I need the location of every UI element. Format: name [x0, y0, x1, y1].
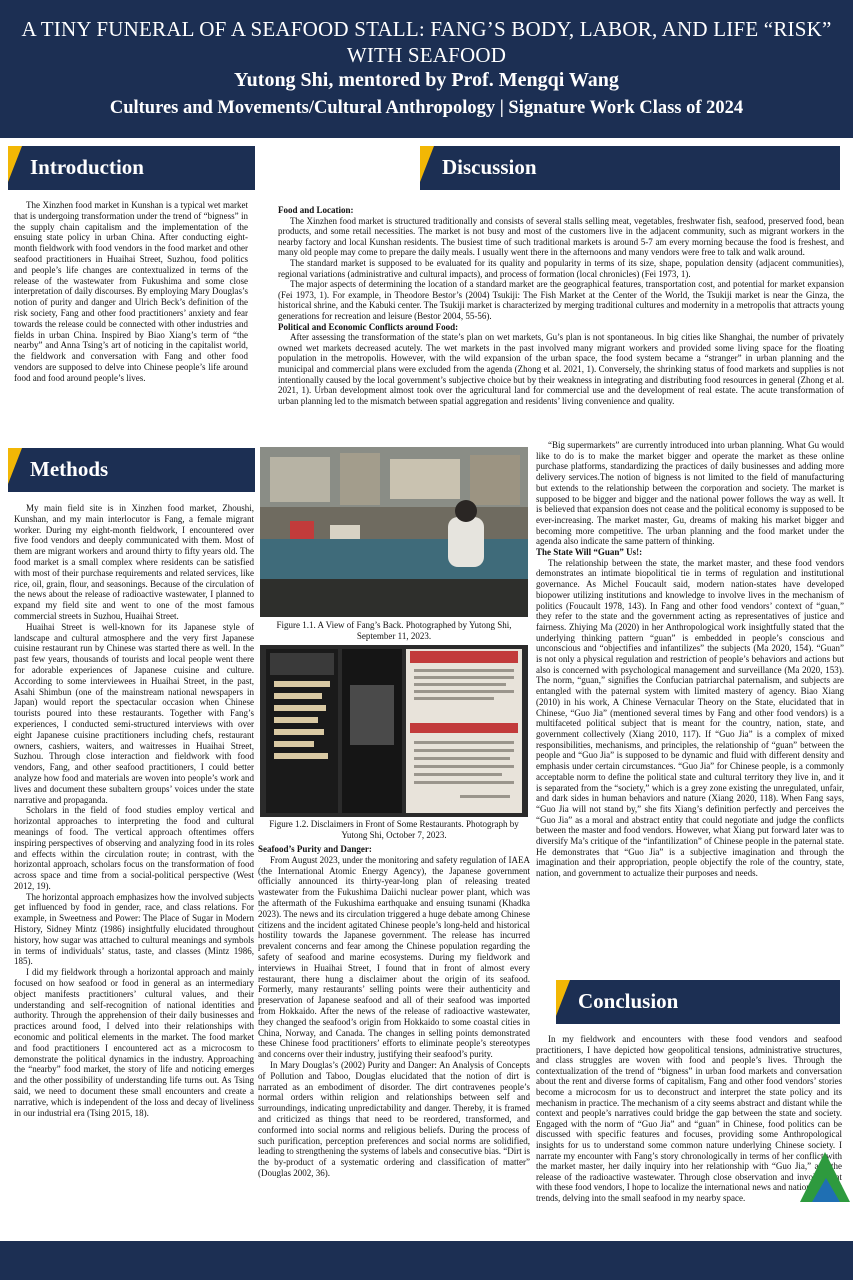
figure-disclaimers-photo	[260, 645, 528, 817]
section-tab-icon	[8, 448, 22, 484]
food-location-heading: Food and Location:	[278, 205, 354, 215]
purity-heading: Seafood’s Purity and Danger:	[258, 844, 372, 854]
discussion-middle-text	[258, 844, 530, 1230]
methods-paragraph: Scholars in the field of food studies employ vertical and horizontal approaches to interpreting the food and cultural meanings of food. The vertical approach oftentimes offers inspiring perspectives of observing and analyzing food in its roles and effects within the circulation route; in contrast, with the horizontal approach, scholars focus on the transformation of food across space and time from a social-political perspective (West 2012, 19).	[14, 805, 254, 891]
methods-heading: Methods	[30, 457, 109, 481]
section-tab-icon	[8, 146, 22, 182]
introduction-text	[14, 200, 248, 440]
introduction-paragraph: The Xinzhen food market in Kunshan is a typical wet market that is undergoing transformation under the trend of “bigness” in the supply chain capitalism and the implementation of the ensuing state policy in urban China. After conducting eight-month fieldwork with food vendors in the food market and other seafood practitioners in Huaihai Street, Suzhou, food politics and people’s life changes are contextualized in terms of the release of the wastewater from Fukushima and some close interpretation of daily discourses. By employing Mary Douglas’s notion of purity and danger and Ulrich Beck’s definition of the risk society, Fang and other food practitioners’ anxiety and fear towards the release could be connected with other industries and fields in urban China. Inspired by Biao Xiang’s term of “the nearby” and Anna Tsing’s art of noticing in the capitalist world, the fieldwork and conversation with Fang and other food vendors are supposed to delve into Chinese people’s life around food and food around people’s lives.	[14, 200, 248, 383]
conclusion-text	[536, 1034, 842, 1230]
discussion-heading-bar	[420, 146, 840, 190]
discussion-paragraph: From August 2023, under the monitoring and safety regulation of IAEA (the International Atomic Energy Agency), the Japanese government officially announced its thirty-year-long plan of releasing treated wastewater from the Fukushima Daiichi nuclear power plant, which was the aftermath of the Fukushima earthquake and ensuing tsunami (Khadka 2023). The news and its circulation triggered a huge debate among Chinese citizens and the incident agitated Chinese people’s long-held and historical hostility towards the Japanese government. The release has incurred prevalent concerns and fear among the Chinese population regarding the safety of seafood and marine ecosystems. During my fieldwork and interviews in Huaihai Street, I found that in front of almost every restaurant, there hung a disclaimer about the origin of its seafood. Formerly, many restaurants’ selling points were their authenticity and preservation of Japanese seafood and all of their seafood was imported from Hokkaido. After the news of the release of radioactive wastewater, they changed the seafood’s origin from Hokkaido to some coastal cities in China, Norway, and Canada. The changes in selling points demonstrated these Chinese food practitioners’ efforts to eliminate people’s stereotypes and concerns over their industry, justifying their seafood’s purity.	[258, 854, 530, 1060]
poster-title: A TINY FUNERAL OF A SEAFOOD STALL: FANG’S BODY, LABOR, AND LIFE “RISK” WITH SEAFOOD	[21, 17, 832, 67]
fang-back-photo-illustration	[260, 447, 528, 617]
discussion-paragraph: After assessing the transformation of the state’s plan on wet markets, Gu’s plan is not spontaneous. In big cities like Shanghai, the number of privately owned wet markets decreased acutely. The wet markets in the past involved many migrant workers and provided some living space for the floating population in the metropolis. However, with the wild expansion of the urban space, the food system became a “stranger” in urban planning and the municipal and commercial plans were excluded from the agenda (Zhong et al. 2021, 1). Conversely, the shrinking status of food markets and supplies is not intentionally caused by the local government’s subjective choice but by their weakness in integrating and distributing food resources in general (Zhong et al. 2021, 1). Urban development almost took over the agricultural land for commercial use and the development of real estate. The acute transformation of urban planning led to the mismatch between spatial aggregation and residents’ living convenience and quality.	[278, 332, 844, 406]
conclusion-paragraph: In my fieldwork and encounters with these food vendors and seafood practitioners, I have depicted how geopolitical tensions, administrative structures, and class struggles are woven with food and people’s lives. Through the contextualization of the trend of “bigness” in urban food markets and conversation about the rent and diverse forms of capitalism, Fang and other food vendors’ stories become a microcosm for us to deconstruct and interpret the state policy and its mechanism in practice. The mechanism of a city seems abstract and distant while the context and people’s narratives could bridge the gap between the state and society. Engaged with the norm of “Guo Jia” and “guan” in Chinese, food politics can be discussed with specific features and focuses, providing some Anthropological insights for us to understand some common nature underlying Chinese society. I narrate my encounter with Fang’s story chronologically in terms of her conflict with the market master, her daily inquiry into her relationship with “Guo Jia,” and the release of the radioactive wastewater. Through close observation and involvement with these food vendors, I hope to localize the international news and national policy trends, delving into the small seafood in my nearby space.	[536, 1034, 842, 1203]
disclaimers-photo-illustration	[260, 645, 528, 817]
discussion-paragraph: The standard market is supposed to be evaluated for its quality and popularity in terms of its size, shape, population density (adjacent communities), regional variations (administrative and cultural impacts), and process of formation (local chronicles) (Fei 1973, 1).	[278, 257, 844, 279]
methods-paragraph: I did my fieldwork through a horizontal approach and mainly focused on how seafood or food in general as an intermediary object manifests practitioners’ cultural values, and their understanding and self-recognition of national identities and authority. Through the apprehension of their daily businesses and practices around food, I delved into their relationships with economic and political elements in the market. The food market and food practitioners I encountered act as a microcosm to demonstrate the political dynamics in the industry. Approaching the “nearby” food market, the story of life and noticing emerges and the other possibility of understanding life turns out. As Tsing said, we need to document these small encounters and create a narrative, which is independent of the loss and decay of liveliness in our industrial era (Tsing 2015, 18).	[14, 967, 254, 1118]
methods-paragraph: Huaihai Street is well-known for its Japanese style of landscape and cultural atmosphere and the very first Japanese cuisine restaurant run by Chinese was started there as well. In the past few years, thousands of tourists and local people went there for adorable experiences of Japanese cuisine and culture. According to some interviewees in Huaihai Street, in the past, Asahi Shimbun (one of the mainstream national newspapers in Japan) would report the spectacular occasion when Chinese tourists poured into these restaurants. Together with Fang’s experiences, I conducted semi-structured interviews with over eight Japanese cuisine practitioners including chefs, restaurant owners, cashiers, waiters, and waitresses in Huaihai Street, Suzhou. Through close interaction and fieldwork with food vendors, Fang, and other seafood practitioners, I could better analyze how food and materials are woven into people’s work and lives and document these subaltern groups’ voices under the state narrative and propaganda.	[14, 621, 254, 805]
figure-disclaimers-caption: Figure 1.2. Disclaimers in Front of Some Restaurants. Photograph by Yutong Shi, October 7, 2023.	[269, 819, 519, 840]
discussion-paragraph: The Xinzhen food market is structured traditionally and consists of several stalls selling meat, vegetables, freshwater fish, seafood, preserved food, bean products, and some retail necessities. The market is not busy and most of the customers live in the adjacent community, such as migrant workers in the nearby factory and local Kunshan residents. The busiest time of such traditional markets is around 5-7 am every morning because the food is freshest, and many old people may come to prepare the daily meals. I usually went there in the afternoons and many vendors were free to talk and walk around.	[278, 215, 844, 258]
section-tab-icon	[556, 980, 570, 1016]
poster-header	[0, 0, 853, 138]
political-heading: Political and Economic Conflicts around Food:	[278, 321, 459, 332]
methods-paragraph: My main field site is in Xinzhen food market, Zhoushi, Kunshan, and my main interlocutor is Fang, a female migrant worker. During my eight-month fieldwork, I encountered over five food vendors and deeply communicated with them. Most of them are migrant workers and around thirty to fifty years old. The food market is a small complex where residents can be satisfied with most of their purchase requirements and related services, like rice, oil, grain, flour, and seasonings. Because of the circulation of the news about the release of radioactive wastewater, I planned to expand my field site and went to one of the most famous commercial streets in Suzhou, Huaihai Street.	[14, 503, 254, 621]
discussion-paragraph: The major aspects of determining the location of a standard market are the geographical features, transportation cost, and potential for market expansion (Fei 1973, 1). For example, in Theodore Bestor’s (2004) Tsukiji: The Fish Market at the Center of the World, the Tsukiji market is near the Ginza, the historical shrine, and the Kabuki center. The Tsukiji market is characterized by merging traditional cultures and modernity in a metropolis that attracts young generations for recreation and leisure (Bestor 2004, 55-56).	[278, 279, 844, 321]
poster-program: Cultures and Movements/Cultural Anthropology | Signature Work Class of 2024	[109, 98, 744, 118]
figure-fang-back-caption: Figure 1.1. A View of Fang’s Back. Photographed by Yutong Shi, September 11, 2023.	[276, 620, 512, 641]
figure-fang-back-photo	[260, 447, 528, 617]
guan-heading: The State Will “Guan” Us!:	[536, 547, 643, 558]
discussion-heading: Discussion	[442, 155, 537, 179]
logo-triangle-inner-icon	[812, 1178, 840, 1202]
conclusion-heading: Conclusion	[578, 989, 679, 1013]
discussion-paragraph: The relationship between the state, the market master, and these food vendors demonstrates an intimate biopolitical tie in terms of regulation and institutional governance. As Michel Foucault said, modern nation-states have developed biopower utilizing institutions and knowledge to involve lives in the mechanism of politics (Foucault 1978, 143). In Fang and other food vendors’ context of “guan,” they refer to the state and the government acting as representatives of justice and fairness. Zhiying Ma (2020) in her Anthropological work insightfully stated that the underlying thinking pattern “guan” is embedded in people’s conscious and unconscious and “objectifies and infantilizes” the subjects (Ma 2020, 154). “Guan” is not only a physical regulation and restriction of people’s behaviors and actions but also is concerned with psychological management and surveillance (Ma 2020, 153). The norm, “guan,” signifies the Confucian patriarchal paternalism, and subjects are entangled with the paternal system with limited mastery of agency. Biao Xiang (2010) in his work, A Chinese Vernacular Theory on the State, elucidated that in Chinese, “Guo Jia” (mentioned several times by Fang and other food vendors) is a multifaceted political subject that is meant for the country, nation, state, and government collectively (Xiang 2010, 117). If “Guo Jia” is a complex of mixed responsibilities, mechanisms, and principles, the relationship of “guan” between the people and “Guo Jia” is supposed to be dynamic and fluid with different density and emphasis under certain circumstances. “Guo Jia” for Chinese people, is a commonly acceptable norm to define the political state and cultural territory they live in, and it is separated from the “society,” which is a grey zone existing the unregulated, unfair, and dark sides in human behaviors and nature (Xiang 2020, 118). When Fang says, “Guo Jia will not stand by,” she fits Xiang’s definition perfectly and perceives the “Guo Jia” as a moral and abstract entity that could negotiate and judge the conflicts between the master and food vendors. However, what Xiang put forward later was to diversify Ma’s critique of the “infantilization” of Chinese people in the paternal state. He demonstrates that “Guo Jia” is a subjective imagination and through the imagination and their appropriation, people objectify the role of the country, state, nation, and government to actualize their purposes and needs.	[536, 557, 844, 879]
methods-paragraph: The horizontal approach emphasizes how the involved subjects get influenced by food in gender, race, and class relations. For example, in Sweetness and Power: The Place of Sugar in Modern History, Sidney Mintz (1986) insightfully elucidated throughout history, how sugar was attached to cultural meanings and symbols in terms of individuals’ status, taste, and classes (Mintz 1986, 185).	[14, 891, 254, 967]
discussion-paragraph: In Mary Douglas’s (2002) Purity and Danger: An Analysis of Concepts of Pollution and Taboo, Douglas elucidated that the notion of dirt is narrated as an embodiment of disorder. The dirt contravenes people’s normal orders within religion and relationships between self and surroundings, indicating unpredictability and danger. Thereby, it is framed and criticized as things that need to be reordered, transformed, and conformed into social norms and religious beliefs. During the process of such purification, perception preferences and social norms are solidified, leading to strengthening the systems of labels and consecutive bias. “Dirt is the by-product of a systematic ordering and classification of matter” (Douglas 2002, 36).	[258, 1059, 530, 1178]
discussion-right-text	[536, 440, 844, 976]
methods-heading-bar	[8, 448, 255, 492]
section-tab-icon	[420, 146, 434, 182]
discussion-top-text	[278, 205, 844, 445]
methods-text	[14, 503, 254, 1218]
introduction-heading-bar	[8, 146, 255, 190]
conclusion-heading-bar	[556, 980, 840, 1024]
introduction-heading: Introduction	[30, 155, 144, 179]
discussion-paragraph: “Big supermarkets” are currently introduced into urban planning. What Gu would like to do is to make the market bigger and operate the market as these online purchase platforms, standardizing the practices of daily businesses and adding more delivery services.The notion of bigness is not limited to the field of manufacturing but extends to the relationship between the corporation and society. The market is supposed to be bigger and bigger and the national power follows the way as well. It is believed that expansion does not cease and the political economy is supposed to be ever-increasing. The market master, Gu, dreams of making his market bigger and becoming more competitive. The urban planning and the food market under the agenda also indicate the same pattern of thinking.	[536, 440, 844, 547]
poster-author: Yutong Shi, mentored by Prof. Mengqi Wang	[234, 69, 619, 91]
poster-footer	[0, 1241, 853, 1280]
